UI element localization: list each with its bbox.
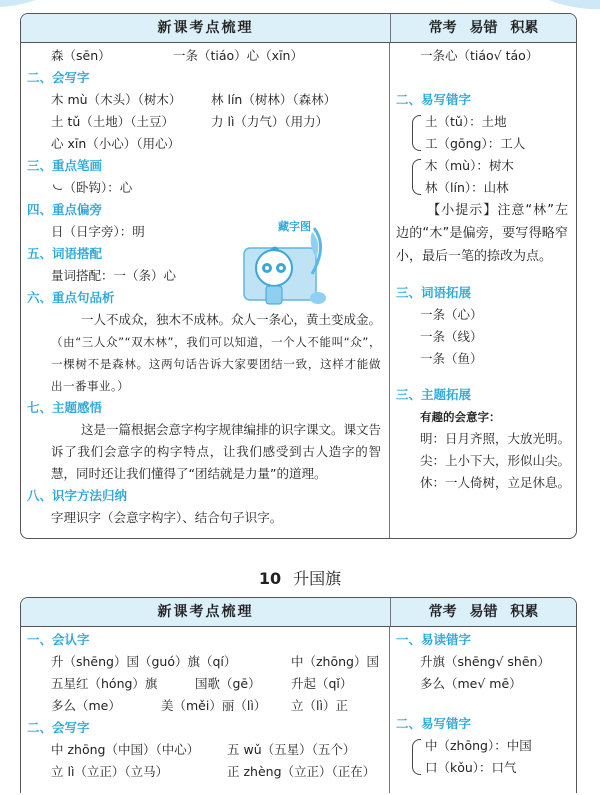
writing-row (27, 89, 389, 111)
writing-item: 立 lì（立正）（立马） (51, 764, 169, 779)
header-left-title: 新课考点梳理 (21, 598, 391, 626)
confusable-item: 林（lín）：山林 (425, 180, 509, 195)
section-title: 七、主题感悟 (27, 400, 103, 415)
section-title: 三、词语拓展 (396, 285, 472, 300)
table-header (21, 598, 576, 627)
header-right-title: 常考 易错 积累 (428, 604, 539, 620)
decorative-swoosh-left (0, 0, 51, 11)
section-title: 一、易读错字 (396, 632, 472, 647)
reading-item: 升起（qǐ） (291, 676, 353, 691)
huiyi-item: 明：日月齐照，大放光明。 (420, 431, 571, 446)
key-sentence: 一人不成众，独木不成林。众人一条心，黄土变成金。 (81, 312, 382, 327)
section-title: 二、会写字 (27, 70, 90, 85)
huiyi-item: 尖：上小下大，形似山尖。 (420, 453, 571, 468)
section-title: 六、重点句品析 (27, 290, 115, 305)
key-sentence-note: （由“三人众”“双木林”，我们可以知道，一个人不能叫“众”，一棵树不是森林。这两句话告诉大家要团结一致，这样才能做出一番事业。） (51, 335, 381, 393)
decorative-swoosh-right (539, 0, 600, 13)
reading-item: 五星红（hóng）旗 (51, 676, 158, 691)
confusable-group (396, 155, 576, 199)
confusable-item: 木（mù）：树木 (425, 158, 514, 173)
brace-icon (412, 159, 421, 195)
char-sen: 森（sēn） (51, 48, 111, 63)
right-column (390, 627, 576, 793)
writing-item: 中 zhōng（中国）（中心） (51, 742, 200, 757)
easy-read-item: 多么（me√ mē） (420, 676, 522, 691)
brace-icon (412, 115, 421, 151)
section-title: 一、会认字 (27, 632, 90, 647)
section-title: 三、重点笔画 (27, 158, 103, 173)
reading-row (27, 673, 389, 695)
writing-item: 土 tǔ（土地）（土豆） (51, 114, 175, 129)
confusable-item: 中（zhōng）：中国 (425, 738, 532, 753)
writing-row (27, 761, 389, 783)
section-title: 四、重点偏旁 (27, 202, 103, 217)
writing-row (27, 739, 389, 761)
writing-item: 五 wǔ（五星）（五个） (227, 742, 356, 757)
confusable-group (396, 735, 576, 779)
confusable-group (396, 111, 576, 155)
section-title: 三、主题拓展 (396, 387, 472, 402)
lesson-number: 10 (258, 569, 282, 588)
lesson-name: 升国旗 (293, 569, 342, 588)
easy-read-wrong: 一条心（tiáo√ táo） (420, 48, 539, 63)
confusable-item: 口（kǒu）：口气 (425, 760, 517, 775)
reading-item: 多么（me） (51, 698, 121, 713)
easy-read-item: 升旗（shēng√ shēn） (420, 654, 550, 669)
section-title: 八、识字方法归纳 (27, 488, 128, 503)
lesson10-table (20, 597, 577, 793)
theme-text: 这是一篇根据会意字构字规律编排的识字课文。课文告诉了我们会意字的构字特点，让我们感受到古人造字的智慧，同时还让我们懂得了“团结就是力量”的道理。 (51, 422, 382, 481)
subtitle: 有趣的会意字： (420, 410, 501, 424)
writing-item: 心 xīn（小心）（用心） (51, 136, 181, 151)
writing-item: 正 zhèng（立正）（正在） (227, 764, 376, 779)
section-title: 二、会写字 (27, 720, 90, 735)
reading-item: 升（shēng）国（guó）旗（qí） (51, 654, 237, 669)
mascot-label: 藏字图 (278, 220, 311, 233)
reading-row (27, 695, 389, 717)
header-left-title: 新课考点梳理 (21, 14, 391, 42)
reading-item: 立（lì）正 (291, 698, 348, 713)
confusable-item: 工（gōng）：工人 (425, 136, 526, 151)
writing-item: 力 lì（力气）（用力） (211, 114, 329, 129)
reading-item: 中（zhōng）国 (291, 654, 379, 669)
word-expansion-item: 一条（心） (420, 307, 483, 322)
header-right-title: 常考 易错 积累 (428, 20, 539, 36)
reading-chars-line (27, 45, 389, 67)
left-column (21, 43, 390, 538)
brace-icon (412, 739, 421, 775)
section-title: 二、易写错字 (396, 716, 472, 731)
tip-text: 【小提示】注意“林”左边的“木”是偏旁，要写得略窄小，最后一笔的捺改为点。 (396, 203, 568, 264)
table-header (21, 14, 576, 43)
lesson-title (0, 568, 600, 590)
section-title: 五、词语搭配 (27, 246, 103, 261)
writing-row (27, 111, 389, 133)
lesson9-table (20, 13, 577, 539)
stroke-text: ㇃（卧钩）：心 (51, 180, 133, 195)
huiyi-item: 休：一人倚树，立足休息。 (420, 475, 571, 490)
section-title: 二、易写错字 (396, 92, 472, 107)
reading-row (27, 651, 389, 673)
right-column (390, 43, 576, 538)
writing-item: 林 lín（树林）（森林） (211, 92, 337, 107)
word-expansion-item: 一条（鱼） (420, 351, 483, 366)
reading-item: 国歌（gē） (195, 676, 261, 691)
mascot-illustration (226, 218, 336, 318)
writing-row (27, 133, 389, 155)
left-column (21, 627, 390, 793)
collocation-text: 量词搭配：一（条）心 (51, 268, 177, 283)
radical-text: 日（日字旁）：明 (51, 224, 145, 239)
method-text: 字理识字（会意字构字）、结合句子识字。 (51, 510, 283, 525)
word-expansion-item: 一条（线） (420, 329, 483, 344)
char-yitiaoxin: 一条（tiáo）心（xīn） (173, 48, 303, 63)
confusable-item: 土（tǔ）：土地 (425, 114, 507, 129)
writing-item: 木 mù（木头）（树木） (51, 92, 182, 107)
reading-item: 美（měi）丽（lì） (161, 698, 267, 713)
